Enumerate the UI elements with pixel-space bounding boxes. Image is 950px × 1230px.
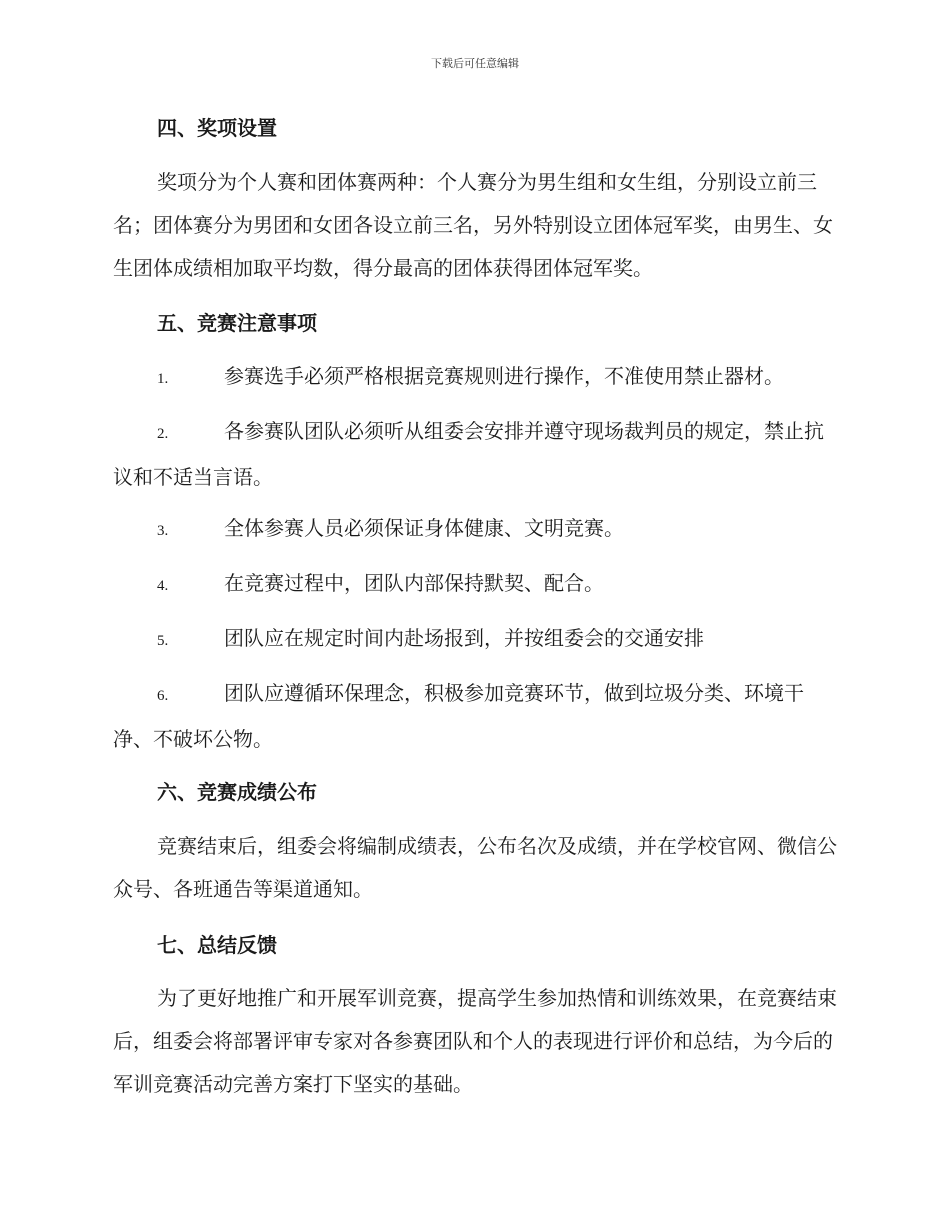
section-heading-notes: 五、竞赛注意事项 xyxy=(157,311,317,335)
section-heading-awards: 四、奖项设置 xyxy=(157,116,277,140)
section-body-awards: 奖项分为个人赛和团体赛两种：个人赛分为男生组和女生组，分别设立前三名；团体赛分为男团和女团各设立前三名，另外特别设立团体冠军奖，由男生、女生团体成绩相加取平均数，得分最高的团体获得团体冠军奖。 xyxy=(113,170,833,280)
list-item-text: 团队应在规定时间内赴场报到，并按组委会的交通安排 xyxy=(224,626,704,650)
list-item-number: 2. xyxy=(157,426,169,442)
list-item-number: 6. xyxy=(157,688,169,704)
list-item-text: 参赛选手必须严格根据竞赛规则进行操作，不准使用禁止器材。 xyxy=(224,364,784,388)
section-body-feedback: 为了更好地推广和开展军训竞赛，提高学生参加热情和训练效果，在竞赛结束后，组委会将部署评审专家对各参赛团队和个人的表现进行评价和总结，为今后的军训竞赛活动完善方案打下坚实的基础。 xyxy=(113,986,837,1096)
section-heading-results: 六、竞赛成绩公布 xyxy=(157,780,317,804)
section-body-results: 竞赛结束后，组委会将编制成绩表，公布名次及成绩，并在学校官网、微信公众号、各班通告等渠道通知。 xyxy=(113,834,837,901)
list-item-number: 4. xyxy=(157,578,169,594)
page-header: 下载后可任意编辑 xyxy=(431,57,519,70)
list-item xyxy=(113,617,843,663)
section-heading-feedback: 七、总结反馈 xyxy=(157,933,277,957)
list-item xyxy=(113,410,843,499)
list-item-text: 全体参赛人员必须保证身体健康、文明竞赛。 xyxy=(224,516,624,540)
list-item-number: 3. xyxy=(157,523,169,539)
list-item-number: 1. xyxy=(157,371,169,387)
list-item-text: 在竞赛过程中，团队内部保持默契、配合。 xyxy=(224,571,604,595)
list-item-number: 5. xyxy=(157,633,169,649)
list-item xyxy=(113,507,843,553)
list-item xyxy=(113,562,843,608)
list-item-text: 团队应遵循环保理念，积极参加竞赛环节，做到垃圾分类、环境干净、不破坏公物。 xyxy=(113,681,804,751)
list-item xyxy=(113,672,843,761)
list-item xyxy=(113,355,843,401)
list-item-text: 各参赛队团队必须听从组委会安排并遵守现场裁判员的规定，禁止抗议和不适当言语。 xyxy=(113,419,824,489)
